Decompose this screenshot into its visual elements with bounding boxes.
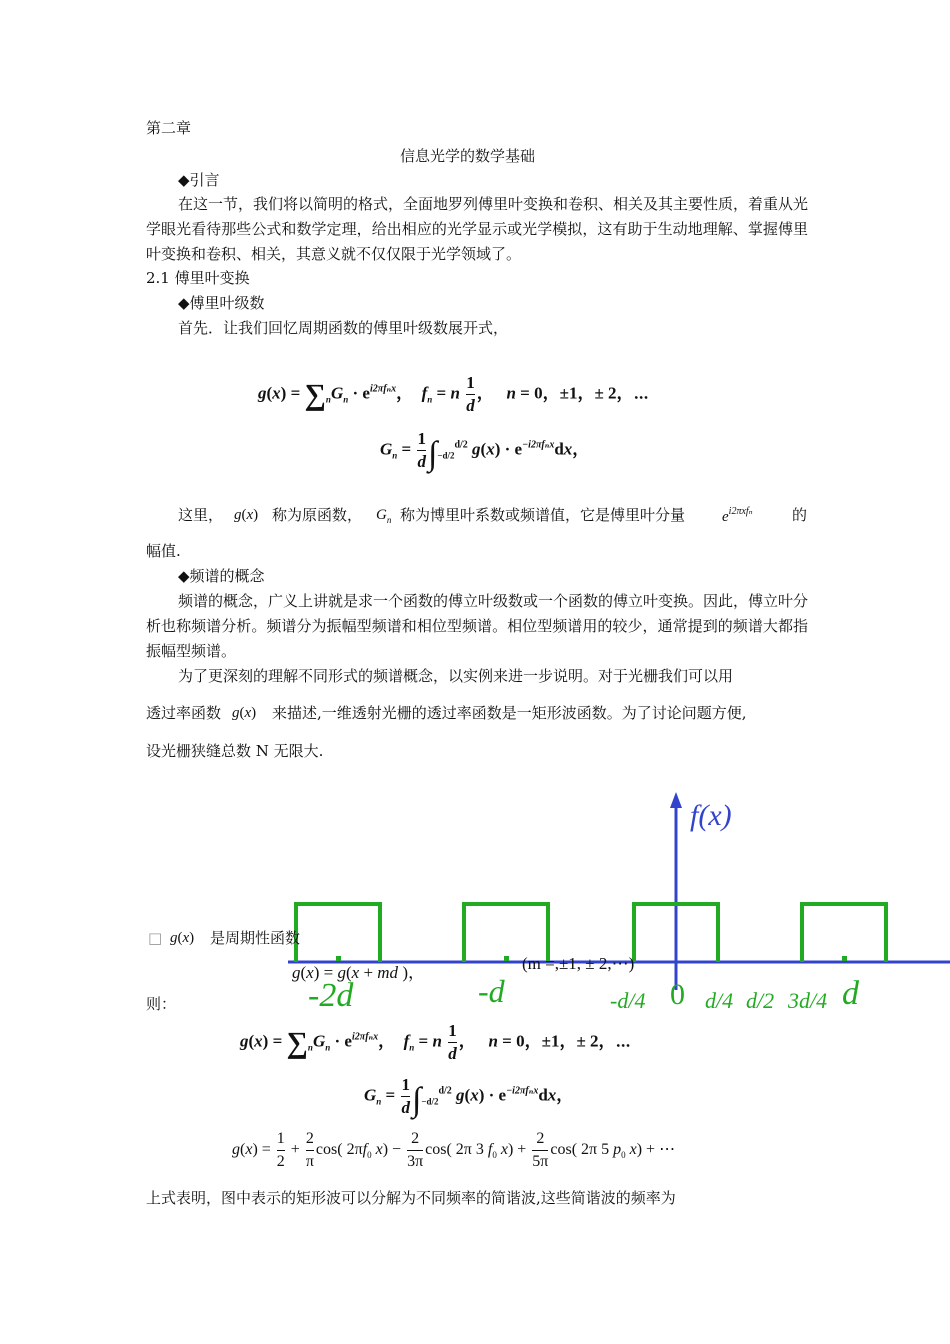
- tick-label: 3d/4: [788, 988, 828, 1013]
- tick-label: d: [842, 975, 859, 1012]
- tick-label: d/4: [705, 988, 734, 1013]
- y-axis-arrow-icon: [670, 792, 682, 808]
- tick-mark: [842, 956, 847, 961]
- tick-label: 0: [670, 978, 685, 1011]
- pulse-1: [296, 904, 380, 962]
- gx-periodic: g(x): [170, 930, 195, 946]
- fourier-component-symbol: $e^{i2\pi xf_n}$: [722, 506, 753, 525]
- fourier-coefficient-formula-2: $G_n$ = $\frac{1}{d}$ $\int_{-d/2}^{d/2}$ $g(x) \cdot e^{-i2\pi f_nx}dx$，: [364, 1075, 574, 1119]
- periodic-text: 是周期性函数: [210, 929, 301, 947]
- note-suffix: 的: [792, 506, 808, 524]
- bullet-box-icon: □: [148, 929, 163, 947]
- transmittance-prefix: 透过率函数: [146, 704, 222, 722]
- intro-heading: ◆引言: [178, 171, 220, 189]
- gx-transmittance: g(x): [232, 705, 257, 721]
- conclusion-text: 上式表明，图中表示的矩形波可以分解为不同频率的简谐波,这些简谐波的频率为: [146, 1189, 676, 1207]
- tick-label: -d: [478, 973, 505, 1009]
- periodic-equation: g(x) = g(x + md )，: [292, 963, 425, 982]
- chapter-label: 第二章: [146, 119, 192, 137]
- fourier-series-formula-2: $g(x) = \sum_nG_n \cdot e^{i2\pi f_nx}$， $f_n = n$ $\frac{1}{d}$ ， n = 0，±1，± 2，⋯: [240, 1021, 631, 1063]
- note-prefix: 这里，: [178, 506, 224, 524]
- note-coefficient: 称为博里叶系数或频谱值，它是傅里叶分量: [400, 506, 686, 524]
- fourier-series-formula: $g(x) = \sum_nG_n \cdot e^{i2\pi f_nx}$， $f_n = n$ $\frac{1}{d}$ ， n = 0，±1，± 2，⋯: [258, 373, 649, 415]
- note-original-function: 称为原函数，: [272, 506, 363, 524]
- gx-symbol: g(x): [234, 507, 259, 523]
- spectrum-paragraph: 频谱的概念，广义上讲就是求一个函数的傅立叶级数或一个函数的傅立叶变换。因此，傅立叶分析也称频谱分析。频谱分为振幅型频谱和相位型频谱。相位型频谱用的较少，通常提到的频谱大都指振幅型频谱。: [146, 592, 809, 660]
- page-title: 信息光学的数学基础: [400, 147, 536, 165]
- fourier-series-heading: ◆傅里叶级数: [178, 294, 265, 312]
- gn-symbol: $G_n$: [376, 507, 392, 525]
- tick-label: -d/4: [610, 988, 646, 1013]
- spectrum-heading: ◆频谱的概念: [178, 567, 265, 585]
- fourier-coefficient-formula: $G_n$ = $\frac{1}{d}$ $\int_{-d/2}^{d/2}$ $g(x) \cdot e^{-i2\pi f_nx}dx$，: [380, 429, 590, 473]
- section-heading: 2.1 傅里叶变换: [146, 269, 250, 287]
- square-wave-expansion: g(x) = $\frac{1}{2}$ + $\frac{2}{\pi}$ cos( $2\pi f_0$ x) − $\frac{2}{3\pi}$ cos( 2π 3 $f_0$ x) + $\frac{2}{5\pi}$ cos( 2π 5 $p_0$ x) + ⋯: [232, 1130, 676, 1170]
- tick-label: d/2: [746, 988, 775, 1013]
- note-amplitude: 幅值.: [146, 542, 181, 560]
- slit-count-note: 设光栅狭缝总数 N 无限大.: [146, 742, 324, 760]
- transmittance-suffix: 来描述,一维透射光栅的透过率函数是一矩形波函数。为了讨论问题方便,: [272, 704, 747, 722]
- tick-label: -2d: [308, 977, 354, 1014]
- y-axis-label: f(x): [690, 799, 732, 832]
- then-label: 则：: [146, 995, 177, 1013]
- intro-paragraph: 在这一节，我们将以简明的格式，全面地罗列傅里叶变换和卷积、相关及其主要性质，着重从光学眼光看待那些公式和数学定理，给出相应的光学显示或光学模拟，这有助于生动地理解、掌握傅里叶变换和卷积、相关，其意义就不仅仅限于光学领域了。: [146, 195, 809, 263]
- fourier-series-lead: 首先．让我们回忆周期函数的傅里叶级数展开式，: [178, 319, 509, 337]
- tick-mark: [504, 956, 509, 961]
- spectrum-paragraph-2: 为了更深刻的理解不同形式的频谱概念，以实例来进一步说明。对于光栅我们可以用: [178, 667, 734, 685]
- rectangular-wave-figure: [0, 780, 950, 1020]
- periodic-condition: (m =,±1, ± 2,⋯): [522, 954, 635, 973]
- pulse-4: [802, 904, 886, 962]
